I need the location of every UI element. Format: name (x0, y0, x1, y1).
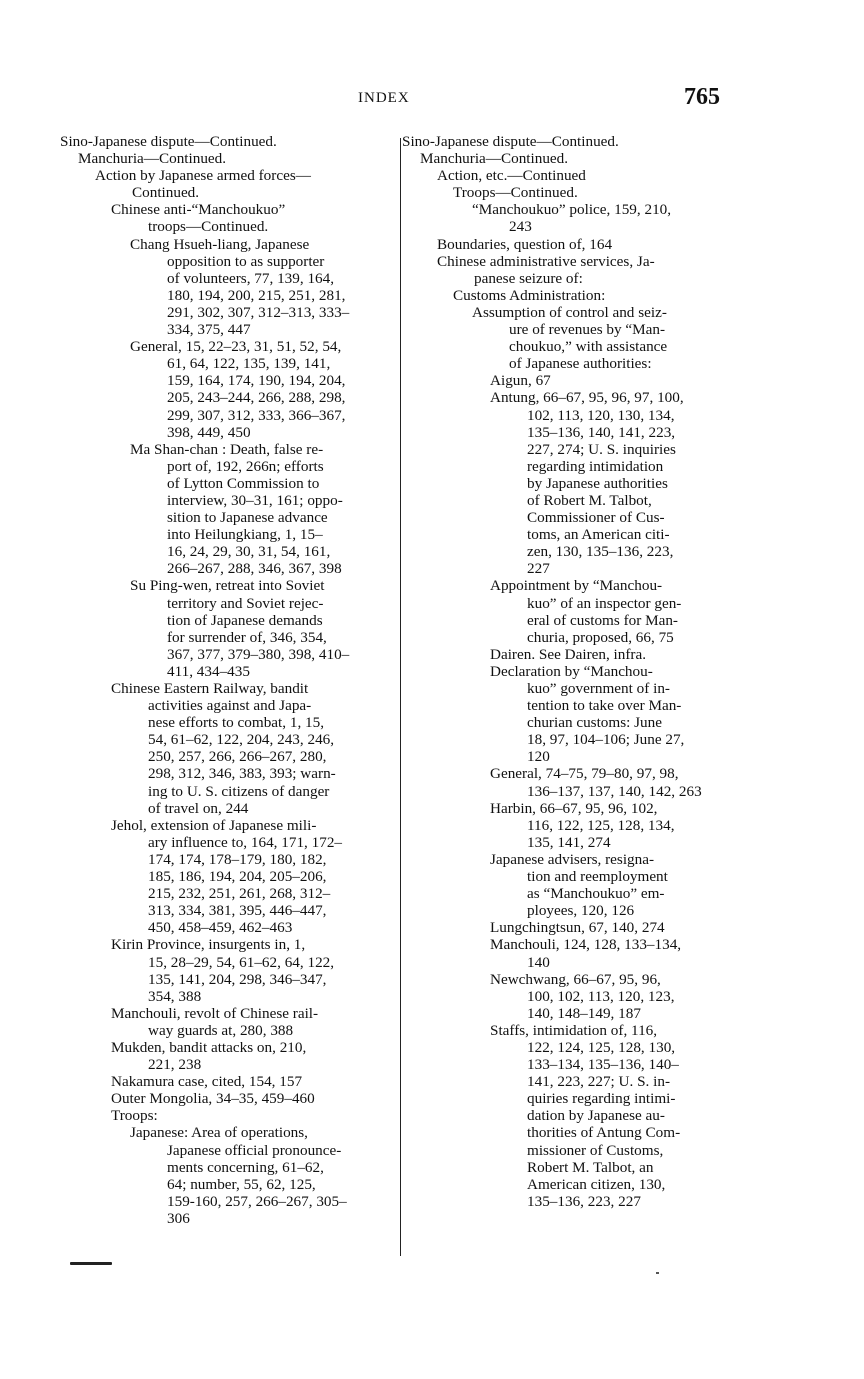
index-entry-continuation: 135, 141, 274 (527, 833, 611, 851)
index-entry-heading: Newchwang, 66–67, 95, 96, (490, 970, 661, 988)
index-entry-heading: Staffs, intimidation of, 116, (490, 1021, 658, 1039)
index-entry-continuation: churian customs: June (527, 714, 662, 732)
index-entry-continuation: by Japanese authorities (527, 474, 668, 492)
index-entry-continuation: 16, 24, 29, 30, 31, 54, 161, (167, 543, 331, 561)
index-entry-continuation: Continued. (132, 184, 200, 202)
index-entry-heading: Manchouli, revolt of Chinese rail- (111, 1004, 319, 1022)
index-entry (60, 1124, 396, 1227)
index-entry-continuation: 205, 243–244, 266, 288, 298, (167, 389, 346, 407)
index-entry (60, 338, 396, 441)
index-entry-continuation: territory and Soviet rejec- (167, 594, 324, 612)
index-entry-continuation: 159, 164, 174, 190, 194, 204, (167, 372, 346, 390)
running-head: INDEX (358, 90, 410, 106)
index-entry-continuation: as “Manchoukuo” em- (527, 885, 665, 903)
index-entry-heading: Mukden, bandit attacks on, 210, (111, 1038, 307, 1056)
index-entry (60, 1005, 396, 1039)
index-entry-continuation: churia, proposed, 66, 75 (527, 628, 674, 646)
index-entry-heading: Boundaries, question of, 164 (437, 235, 613, 253)
index-entry-continuation: ments concerning, 61–62, (167, 1158, 324, 1176)
index-entry-continuation: tion and reemployment (527, 868, 668, 886)
index-entry-continuation: Commissioner of Cus- (527, 509, 665, 527)
index-entry-continuation: into Heilungkiang, 1, 15– (167, 526, 323, 544)
index-entry-continuation: 354, 388 (148, 987, 202, 1005)
index-entry (402, 919, 738, 936)
index-entry (402, 577, 738, 645)
index-entry-continuation: of Lytton Commission to (167, 474, 320, 492)
index-entry-heading: General, 15, 22–23, 31, 51, 52, 54, (130, 338, 342, 356)
index-entry (60, 133, 396, 150)
index-entry-heading: Appointment by “Manchou- (490, 577, 663, 595)
index-entry-continuation: 227 (527, 560, 550, 578)
index-entry-heading: Manchuria—Continued. (78, 150, 227, 168)
index-entry (402, 389, 738, 577)
index-entry (402, 800, 738, 851)
index-entry (402, 646, 738, 663)
index-entry-continuation: 141, 223, 227; U. S. in- (527, 1073, 671, 1091)
index-entry-continuation: eral of customs for Man- (527, 611, 678, 629)
index-entry-heading: Sino-Japanese dispute—Continued. (60, 133, 277, 150)
index-entry-continuation: 135–136, 140, 141, 223, (527, 423, 676, 441)
index-entry (402, 304, 738, 372)
index-entry (60, 1090, 396, 1107)
index-entry-heading: Dairen. See Dairen, infra. (490, 645, 647, 663)
index-entry-continuation: 221, 238 (148, 1056, 202, 1074)
index-entry-continuation: toms, an American citi- (527, 526, 670, 544)
index-entry (402, 971, 738, 1022)
index-entry-continuation: 398, 449, 450 (167, 423, 251, 441)
index-entry-continuation: 116, 122, 125, 128, 134, (527, 816, 675, 834)
index-entry-continuation: 102, 113, 120, 130, 134, (527, 406, 675, 424)
index-entry-continuation: 120 (527, 748, 550, 766)
index-entry-continuation: 291, 302, 307, 312–313, 333– (167, 303, 350, 321)
index-entry-heading: General, 74–75, 79–80, 97, 98, (490, 765, 679, 783)
index-entry-heading: Su Ping-wen, retreat into Soviet (130, 577, 325, 595)
index-entry-heading: Troops: (111, 1107, 158, 1125)
index-entry-heading: Harbin, 66–67, 95, 96, 102, (490, 799, 658, 817)
index-entry-heading: Chinese administrative services, Ja- (437, 252, 655, 270)
index-entry-heading: Sino-Japanese dispute—Continued. (402, 133, 619, 150)
index-entry-continuation: 54, 61–62, 122, 204, 243, 246, (148, 731, 335, 749)
ink-speck (656, 1272, 659, 1274)
index-entry-heading: Jehol, extension of Japanese mili- (111, 816, 317, 834)
index-entry-heading: Lungchingtsun, 67, 140, 274 (490, 919, 665, 937)
index-entry-heading: Japanese: Area of operations, (130, 1124, 308, 1142)
index-entry-continuation: 135–136, 223, 227 (527, 1192, 641, 1210)
index-entry-continuation: opposition to as supporter (167, 252, 325, 270)
index-entry-continuation: nese efforts to combat, 1, 15, (148, 714, 325, 732)
page-number: 765 (684, 84, 720, 110)
footer-rule-mark (70, 1262, 112, 1265)
index-entry-continuation: ployees, 120, 126 (527, 902, 635, 920)
index-entry (402, 851, 738, 919)
index-entry-heading: Chinese anti-“Manchoukuo” (111, 201, 286, 219)
index-entry-continuation: 243 (509, 218, 532, 236)
index-entry (402, 201, 738, 235)
index-entry-continuation: 15, 28–29, 54, 61–62, 64, 122, (148, 953, 335, 971)
index-entry-continuation: 185, 186, 194, 204, 205–206, (148, 868, 327, 886)
index-entry-continuation: Japanese official pronounce- (167, 1141, 342, 1159)
index-entry (60, 441, 396, 578)
index-entry-continuation: 100, 102, 113, 120, 123, (527, 987, 675, 1005)
index-entry-heading: Chinese Eastern Railway, bandit (111, 680, 309, 697)
index-entry-continuation: 334, 375, 447 (167, 321, 251, 339)
index-entry-continuation: zen, 130, 135–136, 223, (527, 543, 674, 561)
index-entry (60, 201, 396, 235)
index-entry-continuation: panese seizure of: (474, 269, 583, 287)
index-entry-continuation: tion of Japanese demands (167, 611, 323, 629)
index-entry-heading: Action by Japanese armed forces— (95, 167, 311, 185)
index-entry-continuation: 64; number, 55, 62, 125, (167, 1175, 316, 1193)
index-entry-heading: Outer Mongolia, 34–35, 459–460 (111, 1090, 315, 1108)
index-entry (402, 287, 738, 304)
index-entry-heading: Ma Shan-chan : Death, false re- (130, 440, 324, 458)
index-entry-continuation: 266–267, 288, 346, 367, 398 (167, 560, 342, 578)
index-entry-heading: Chang Hsueh-liang, Japanese (130, 235, 310, 253)
index-entry-continuation: 159-160, 257, 266–267, 305– (167, 1192, 347, 1210)
index-entry-heading: Japanese advisers, resigna- (490, 850, 655, 868)
index-entry (60, 167, 396, 201)
index-entry-continuation: troops—Continued. (148, 218, 269, 236)
index-entry-continuation: of volunteers, 77, 139, 164, (167, 269, 335, 287)
index-entry-continuation: thorities of Antung Com- (527, 1124, 681, 1142)
index-entry-heading: Antung, 66–67, 95, 96, 97, 100, (490, 389, 684, 407)
index-entry-heading: Aigun, 67 (490, 372, 551, 390)
index-entry-continuation: 450, 458–459, 462–463 (148, 919, 293, 937)
index-entry-continuation: for surrender of, 346, 354, (167, 628, 327, 646)
index-entry-continuation: 174, 174, 178–179, 180, 182, (148, 850, 327, 868)
index-entry-continuation: tention to take over Man- (527, 697, 682, 715)
index-entry-continuation: way guards at, 280, 388 (148, 1021, 294, 1039)
index-entry-heading: Action, etc.—Continued (437, 167, 586, 185)
column-divider (400, 138, 401, 1256)
index-entry-continuation: 411, 434–435 (167, 662, 250, 680)
index-entry (402, 236, 738, 253)
index-entry-continuation: 306 (167, 1209, 190, 1227)
index-entry-continuation: kuo” government of in- (527, 680, 670, 697)
index-entry-continuation: 180, 194, 200, 215, 251, 281, (167, 286, 346, 304)
index-entry-continuation: 299, 307, 312, 333, 366–367, (167, 406, 346, 424)
index-entry (402, 663, 738, 766)
index-entry-continuation: of travel on, 244 (148, 799, 249, 817)
index-entry-continuation: choukuo,” with assistance (509, 338, 668, 356)
index-entry (402, 150, 738, 167)
index-entry-continuation: 227, 274; U. S. inquiries (527, 440, 676, 458)
index-entry (60, 236, 396, 339)
index-entry-heading: Declaration by “Manchou- (490, 662, 653, 680)
index-entry (402, 936, 738, 970)
index-entry (60, 1073, 396, 1090)
index-entry-heading: Kirin Province, insurgents in, 1, (111, 936, 306, 954)
index-entry (402, 253, 738, 287)
index-entry-continuation: American citizen, 130, (527, 1175, 666, 1193)
index-entry-continuation: 250, 257, 266, 266–267, 280, (148, 748, 327, 766)
index-entry-continuation: sition to Japanese advance (167, 509, 328, 527)
index-entry-continuation: ary influence to, 164, 171, 172– (148, 833, 343, 851)
index-entry-continuation: ing to U. S. citizens of danger (148, 782, 330, 800)
index-entry (60, 1107, 396, 1124)
index-entry-continuation: interview, 30–31, 161; oppo- (167, 491, 343, 509)
index-entry-continuation: 298, 312, 346, 383, 393; warn- (148, 765, 336, 783)
index-entry-continuation: of Japanese authorities: (509, 355, 652, 373)
page-header (0, 84, 864, 114)
index-entry-continuation: 133–134, 135–136, 140– (527, 1056, 679, 1074)
index-entry-continuation: missioner of Customs, (527, 1141, 664, 1159)
index-column-left (60, 133, 396, 1227)
index-entry (60, 817, 396, 937)
index-entry-continuation: of Robert M. Talbot, (527, 491, 652, 509)
index-entry-continuation: 136–137, 137, 140, 142, 263 (527, 782, 702, 800)
index-entry-continuation: 140, 148–149, 187 (527, 1004, 641, 1022)
index-entry (60, 936, 396, 1004)
index-entry-continuation: quiries regarding intimi- (527, 1090, 676, 1108)
index-entry (402, 167, 738, 184)
index-entry-heading: “Manchoukuo” police, 159, 210, (472, 201, 672, 219)
index-entry (60, 150, 396, 167)
index-entry (402, 372, 738, 389)
index-entry (60, 680, 396, 817)
index-entry-continuation: ure of revenues by “Man- (509, 321, 666, 339)
index-entry-heading: Troops—Continued. (453, 184, 578, 202)
index-column-right (402, 133, 738, 1210)
index-entry-heading: Customs Administration: (453, 286, 606, 304)
index-entry (402, 184, 738, 201)
index-entry-continuation: Robert M. Talbot, an (527, 1158, 654, 1176)
index-entry-continuation: port of, 192, 266n; efforts (167, 457, 324, 475)
index-entry (402, 133, 738, 150)
index-entry-heading: Manchuria—Continued. (420, 150, 569, 168)
index-entry-continuation: 61, 64, 122, 135, 139, 141, (167, 355, 331, 373)
index-entry (60, 577, 396, 680)
index-entry (60, 1039, 396, 1073)
index-entry-continuation: kuo” of an inspector gen- (527, 594, 682, 612)
index-entry-continuation: regarding intimidation (527, 457, 664, 475)
index-entry-continuation: activities against and Japa- (148, 697, 312, 715)
index-entry-continuation: 18, 97, 104–106; June 27, (527, 731, 685, 749)
index-entry-continuation: 122, 124, 125, 128, 130, (527, 1038, 676, 1056)
index-entry-continuation: 215, 232, 251, 261, 268, 312– (148, 885, 331, 903)
index-entry (402, 1022, 738, 1210)
index-entry-heading: Nakamura case, cited, 154, 157 (111, 1073, 303, 1091)
index-entry-heading: Assumption of control and seiz- (472, 303, 667, 321)
index-entry-continuation: 140 (527, 953, 550, 971)
index-entry-continuation: dation by Japanese au- (527, 1107, 665, 1125)
index-entry-heading: Manchouli, 124, 128, 133–134, (490, 936, 682, 954)
index-entry (402, 765, 738, 799)
index-entry-continuation: 313, 334, 381, 395, 446–447, (148, 902, 327, 920)
index-entry-continuation: 367, 377, 379–380, 398, 410– (167, 645, 350, 663)
index-entry-continuation: 135, 141, 204, 298, 346–347, (148, 970, 327, 988)
